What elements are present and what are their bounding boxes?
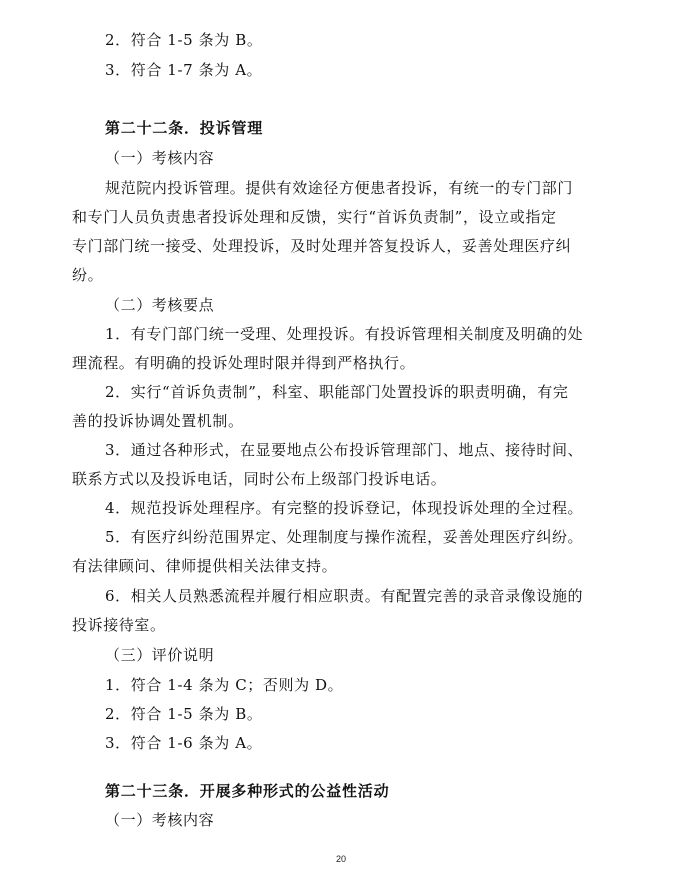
- key-point-2-line-1: 2．实行“首诉负责制”，科室、职能部门处置投诉的职责明确，有完: [105, 383, 569, 401]
- eval-item-1: 1．符合 1-4 条为 C；否则为 D。: [105, 676, 344, 694]
- key-point-6-line-1: 6．相关人员熟悉流程并履行相应职责。有配置完善的录音录像设施的: [105, 587, 584, 605]
- article-23-section-1-title: （一）考核内容: [105, 811, 215, 829]
- article-22-content-line-2: 和专门人员负责患者投诉处理和反馈，实行“首诉负责制”，设立或指定: [72, 208, 557, 226]
- article-22-section-3-title: （三）评价说明: [105, 646, 215, 664]
- key-point-5-line-1: 5．有医疗纠纷范围界定、处理制度与操作流程，妥善处理医疗纠纷。: [105, 528, 584, 546]
- article-22-content-line-4: 纷。: [72, 266, 104, 284]
- key-point-4-line-1: 4．规范投诉处理程序。有完整的投诉登记，体现投诉处理的全过程。: [105, 499, 584, 517]
- page-number: 20: [335, 854, 346, 864]
- article-22-content-line-1: 规范院内投诉管理。提供有效途径方便患者投诉，有统一的专门部门: [105, 179, 574, 197]
- article-22-section-1-title: （一）考核内容: [105, 149, 215, 167]
- key-point-3-line-1: 3．通过各种形式，在显要地点公布投诉管理部门、地点、接待时间、: [105, 441, 584, 459]
- key-point-1-line-2: 理流程。有明确的投诉处理时限并得到严格执行。: [72, 354, 416, 372]
- key-point-1-line-1: 1．有专门部门统一受理、处理投诉。有投诉管理相关制度及明确的处: [105, 325, 584, 343]
- eval-item-3: 3．符合 1-6 条为 A。: [105, 734, 263, 752]
- article-22-content-line-3: 专门部门统一接受、处理投诉，及时处理并答复投诉人，妥善处理医疗纠: [72, 237, 572, 255]
- article-22-section-2-title: （二）考核要点: [105, 296, 215, 314]
- key-point-6-line-2: 投诉接待室。: [72, 616, 166, 634]
- eval-item-2: 2．符合 1-5 条为 B。: [105, 705, 263, 723]
- prev-eval-item-3: 3．符合 1-7 条为 A。: [105, 61, 263, 79]
- article-22-heading: 第二十二条．投诉管理: [105, 119, 264, 137]
- key-point-5-line-2: 有法律顾问、律师提供相关法律支持。: [72, 557, 338, 575]
- prev-eval-item-2: 2．符合 1-5 条为 B。: [105, 31, 263, 49]
- article-23-heading: 第二十三条．开展多种形式的公益性活动: [105, 782, 390, 800]
- key-point-2-line-2: 善的投诉协调处置机制。: [72, 412, 244, 430]
- key-point-3-line-2: 联系方式以及投诉电话，同时公布上级部门投诉电话。: [72, 470, 447, 488]
